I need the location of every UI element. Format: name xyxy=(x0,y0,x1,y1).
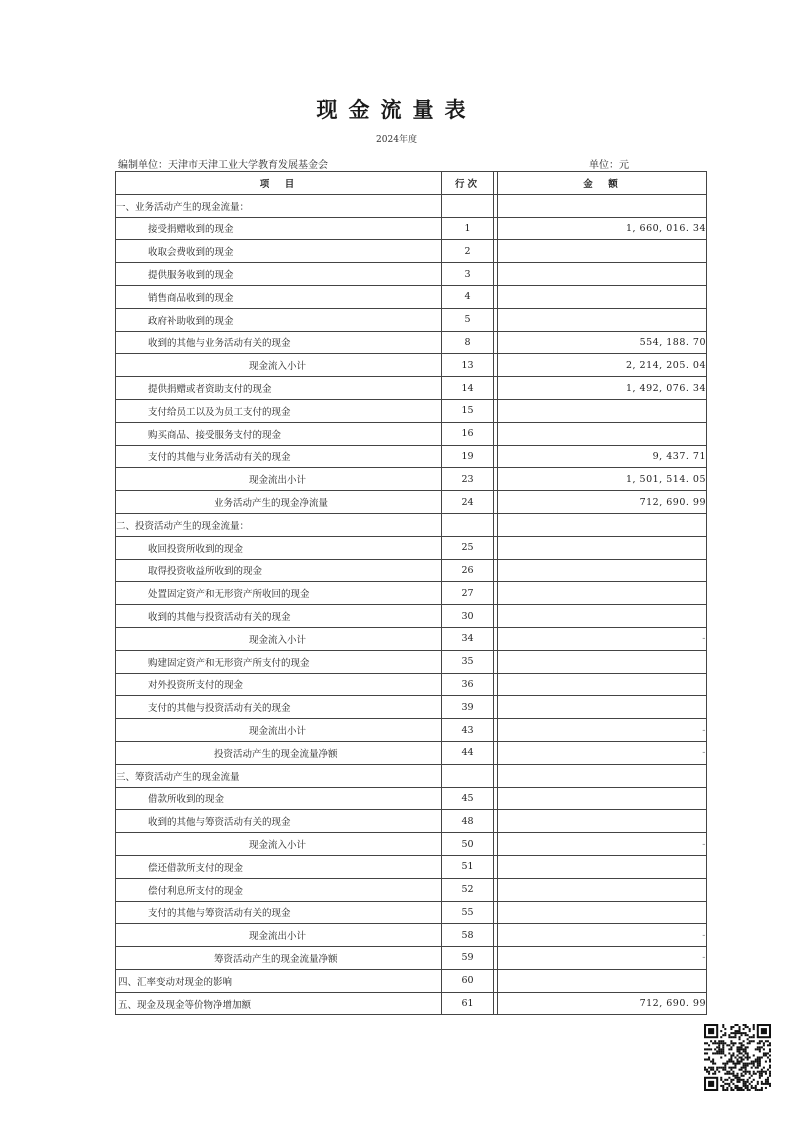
table-row xyxy=(116,741,707,764)
row-line-number: 3 xyxy=(442,263,494,286)
table-row xyxy=(116,582,707,605)
row-item-label: 支付的其他与投资活动有关的现金 xyxy=(116,696,442,719)
row-amount xyxy=(498,240,707,263)
table-row xyxy=(116,696,707,719)
row-amount xyxy=(498,650,707,673)
table-row xyxy=(116,719,707,742)
row-amount xyxy=(498,285,707,308)
row-amount: - xyxy=(498,833,707,856)
row-item-label: 一、业务活动产生的现金流量： xyxy=(116,194,442,217)
row-item-label: 处置固定资产和无形资产所收回的现金 xyxy=(116,582,442,605)
row-amount: - xyxy=(498,627,707,650)
row-item-label: 收到的其他与筹资活动有关的现金 xyxy=(116,810,442,833)
table-row xyxy=(116,764,707,787)
row-line-number: 55 xyxy=(442,901,494,924)
qr-code-icon xyxy=(704,1024,771,1091)
row-line-number: 24 xyxy=(442,491,494,514)
row-amount xyxy=(498,422,707,445)
row-amount: 9, 437. 71 xyxy=(498,445,707,468)
table-row xyxy=(116,855,707,878)
table-row xyxy=(116,992,707,1015)
row-item-label: 对外投资所支付的现金 xyxy=(116,673,442,696)
row-item-label: 二、投资活动产生的现金流量： xyxy=(116,513,442,536)
row-item-label: 收到的其他与业务活动有关的现金 xyxy=(116,331,442,354)
row-amount xyxy=(498,513,707,536)
table-row xyxy=(116,308,707,331)
row-line-number: 5 xyxy=(442,308,494,331)
row-line-number: 48 xyxy=(442,810,494,833)
row-item-label: 现金流出小计 xyxy=(116,719,442,742)
row-amount: 712, 690. 99 xyxy=(498,491,707,514)
table-row xyxy=(116,354,707,377)
row-amount: 2, 214, 205. 04 xyxy=(498,354,707,377)
row-amount xyxy=(498,764,707,787)
row-item-label: 收回投资所收到的现金 xyxy=(116,536,442,559)
row-amount xyxy=(498,673,707,696)
row-amount xyxy=(498,901,707,924)
row-item-label: 现金流入小计 xyxy=(116,833,442,856)
table-row xyxy=(116,217,707,240)
table-row xyxy=(116,833,707,856)
table-row xyxy=(116,969,707,992)
row-amount xyxy=(498,878,707,901)
row-item-label: 支付的其他与业务活动有关的现金 xyxy=(116,445,442,468)
row-amount: 712, 690. 99 xyxy=(498,992,707,1015)
row-line-number: 14 xyxy=(442,377,494,400)
row-line-number: 34 xyxy=(442,627,494,650)
row-line-number: 51 xyxy=(442,855,494,878)
table-row xyxy=(116,468,707,491)
table-row xyxy=(116,194,707,217)
row-amount: 554, 188. 70 xyxy=(498,331,707,354)
row-line-number: 2 xyxy=(442,240,494,263)
table-row xyxy=(116,240,707,263)
row-amount xyxy=(498,605,707,628)
row-amount xyxy=(498,696,707,719)
row-item-label: 现金流出小计 xyxy=(116,924,442,947)
row-line-number: 44 xyxy=(442,741,494,764)
header-item: 项 目 xyxy=(116,172,442,195)
row-line-number xyxy=(442,513,494,536)
cash-flow-table xyxy=(115,171,707,1015)
currency-unit: 单位：元 xyxy=(589,160,629,171)
row-line-number: 27 xyxy=(442,582,494,605)
row-item-label: 销售商品收到的现金 xyxy=(116,285,442,308)
row-amount: - xyxy=(498,719,707,742)
row-item-label: 现金流入小计 xyxy=(116,627,442,650)
table-row xyxy=(116,331,707,354)
row-item-label: 五、现金及现金等价物净增加额 xyxy=(116,992,442,1015)
row-item-label: 借款所收到的现金 xyxy=(116,787,442,810)
row-item-label: 现金流入小计 xyxy=(116,354,442,377)
row-line-number: 26 xyxy=(442,559,494,582)
row-amount xyxy=(498,582,707,605)
row-item-label: 取得投资收益所收到的现金 xyxy=(116,559,442,582)
row-item-label: 支付的其他与筹资活动有关的现金 xyxy=(116,901,442,924)
row-item-label: 政府补助收到的现金 xyxy=(116,308,442,331)
row-item-label: 购建固定资产和无形资产所支付的现金 xyxy=(116,650,442,673)
row-amount xyxy=(498,263,707,286)
row-line-number xyxy=(442,194,494,217)
table-row xyxy=(116,399,707,422)
row-amount: 1, 660, 016. 34 xyxy=(498,217,707,240)
page-title: 现金流量表 xyxy=(316,97,477,122)
row-item-label: 购买商品、接受服务支付的现金 xyxy=(116,422,442,445)
row-item-label: 收取会费收到的现金 xyxy=(116,240,442,263)
row-line-number: 1 xyxy=(442,217,494,240)
table-row xyxy=(116,650,707,673)
row-line-number: 13 xyxy=(442,354,494,377)
row-line-number xyxy=(442,764,494,787)
header-line: 行次 xyxy=(442,172,494,195)
row-line-number: 4 xyxy=(442,285,494,308)
row-item-label: 提供服务收到的现金 xyxy=(116,263,442,286)
row-amount xyxy=(498,536,707,559)
table-row xyxy=(116,878,707,901)
table-row xyxy=(116,377,707,400)
row-item-label: 接受捐赠收到的现金 xyxy=(116,217,442,240)
row-amount: 1, 501, 514. 05 xyxy=(498,468,707,491)
row-item-label: 偿付利息所支付的现金 xyxy=(116,878,442,901)
row-item-label: 收到的其他与投资活动有关的现金 xyxy=(116,605,442,628)
table-row xyxy=(116,491,707,514)
table-row xyxy=(116,263,707,286)
row-item-label: 业务活动产生的现金净流量 xyxy=(116,491,442,514)
table-row xyxy=(116,901,707,924)
row-line-number: 50 xyxy=(442,833,494,856)
row-line-number: 58 xyxy=(442,924,494,947)
table-row xyxy=(116,924,707,947)
table-row xyxy=(116,513,707,536)
row-line-number: 19 xyxy=(442,445,494,468)
row-line-number: 45 xyxy=(442,787,494,810)
header-amount: 金 额 xyxy=(498,172,707,195)
table-row xyxy=(116,559,707,582)
row-line-number: 52 xyxy=(442,878,494,901)
row-line-number: 59 xyxy=(442,947,494,970)
row-amount xyxy=(498,399,707,422)
row-item-label: 四、汇率变动对现金的影响 xyxy=(116,969,442,992)
row-line-number: 16 xyxy=(442,422,494,445)
row-item-label: 筹资活动产生的现金流量净额 xyxy=(116,947,442,970)
table-row xyxy=(116,627,707,650)
row-amount: - xyxy=(498,947,707,970)
row-amount xyxy=(498,308,707,331)
row-amount xyxy=(498,194,707,217)
table-row xyxy=(116,673,707,696)
row-line-number: 30 xyxy=(442,605,494,628)
table-row xyxy=(116,536,707,559)
reporting-entity: 编制单位：天津市天津工业大学教育发展基金会 xyxy=(118,160,328,171)
table-row xyxy=(116,787,707,810)
row-line-number: 39 xyxy=(442,696,494,719)
row-line-number: 25 xyxy=(442,536,494,559)
report-period: 2024年度 xyxy=(376,135,417,145)
table-body xyxy=(116,194,707,1015)
row-line-number: 43 xyxy=(442,719,494,742)
table-row xyxy=(116,285,707,308)
table-row xyxy=(116,947,707,970)
row-line-number: 61 xyxy=(442,992,494,1015)
row-amount xyxy=(498,969,707,992)
table-row xyxy=(116,422,707,445)
row-line-number: 35 xyxy=(442,650,494,673)
row-item-label: 现金流出小计 xyxy=(116,468,442,491)
row-item-label: 提供捐赠或者资助支付的现金 xyxy=(116,377,442,400)
row-item-label: 支付给员工以及为员工支付的现金 xyxy=(116,399,442,422)
row-line-number: 23 xyxy=(442,468,494,491)
table-row xyxy=(116,810,707,833)
row-amount: 1, 492, 076. 34 xyxy=(498,377,707,400)
row-amount: - xyxy=(498,741,707,764)
row-amount xyxy=(498,559,707,582)
row-item-label: 偿还借款所支付的现金 xyxy=(116,855,442,878)
row-line-number: 60 xyxy=(442,969,494,992)
table-row xyxy=(116,605,707,628)
row-amount: - xyxy=(498,924,707,947)
row-line-number: 8 xyxy=(442,331,494,354)
row-line-number: 15 xyxy=(442,399,494,422)
row-line-number: 36 xyxy=(442,673,494,696)
row-item-label: 三、筹资活动产生的现金流量 xyxy=(116,764,442,787)
row-item-label: 投资活动产生的现金流量净额 xyxy=(116,741,442,764)
row-amount xyxy=(498,810,707,833)
row-amount xyxy=(498,855,707,878)
table-header-row xyxy=(116,172,707,195)
table-row xyxy=(116,445,707,468)
row-amount xyxy=(498,787,707,810)
